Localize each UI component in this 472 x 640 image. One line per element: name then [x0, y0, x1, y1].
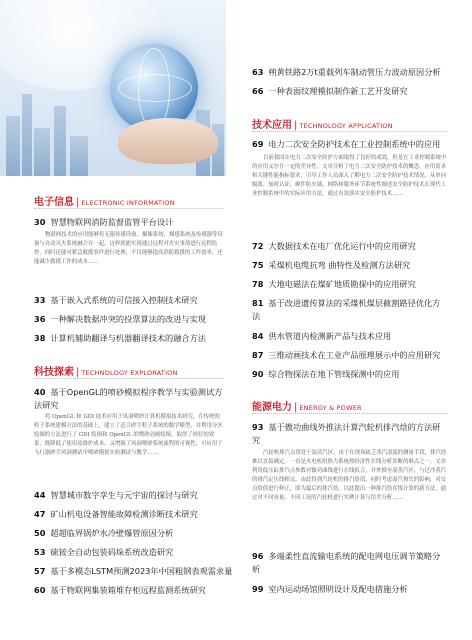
divider — [34, 378, 224, 379]
toc-item[interactable]: 90 综合物探法在地下管线探测中的应用 — [252, 369, 400, 379]
toc-item[interactable]: 33 基于嵌入式系统的可信接入控制技术研究 — [34, 295, 198, 305]
toc-item[interactable]: 87 三维动画技术在工业产品原理展示中的应用研究 — [252, 350, 441, 360]
featured-abstract: 目前我国在电力二次安全防护方面取得了良好的成效，但是在工业控制系统中的应用又存在一定的差异性。文章分析了电力二次安全防护技术的概念，应用需求和关键性能指标要求，引导工作人员深入了解电力二次安全防护技术情况，从单向隔离、加密认证、硬件防火墙、网络和服务环节系统性阐述安全防护技术在现代工业控制系统中的实际应用方法，通过有效落实安全防护技术…… — [252, 155, 447, 197]
toc-item[interactable]: 60 基于物联网集装箱堆存柜远程监测系统研究 — [34, 585, 206, 595]
toc-item-featured[interactable]: 30 智慧物联网消防监督监管平台设计 — [34, 217, 174, 227]
toc-item[interactable]: 81 基于改进遗传算法的采煤机煤层截割路径优化方法 — [252, 298, 441, 321]
toc-item[interactable]: 47 矿山机电设备智能故障检测诊断技术研究 — [34, 509, 198, 519]
featured-abstract: 将 OpenGL 和 GDI 技术应用于凤洞喷砂计算机模拟技术研究，在传统的粒子系统建模方法的基础上，建立了适合砂空粒子系统的数学模型，并利用分区绘图的方法进行了 GDI 绘图和 OpenGL 的喷砂动画绘图，取得了较好的效果，既降低了使用及维护成本，又增强了风洞喷砂系统流程的可视性，可应用于飞行器砂尘风洞测试中喷砂模拟实验测试与教学…… — [34, 414, 223, 456]
section-title-tech-exploration: 科技探索 | TECHNOLOGY EXPLORATION — [34, 367, 178, 378]
toc-item[interactable]: 53 硫铵全自动包装码垛系统改造研究 — [34, 547, 174, 557]
featured-abstract: 汽轮机排汽点常处于湿蒸汽区，由于在现场缺乏蒸汽湿度的测量手段，排汽焓难以直接确定。一直是火电机组热力系统热经济性在线分析诊断的难点之一。文章利用低压缸排汽点参数对做功曲线进行在线拟合，并外推至湿蒸汽区，与过冷蒸汽的排汽定压线相交，由此得到汽轮机的排汽焓值，同时考虑湿汽损失的影响，对交点焓值进行修正，即为最后的排汽焓。以此提出一种排汽焓在线计算的新方法，通过对不同容量、不同工况的汽轮机进行实例计算与误差分析…… — [252, 450, 447, 501]
toc-item-featured[interactable]: 93 基于傲功曲线外推法计算汽轮机排汽焓的方法研究 — [252, 422, 441, 445]
divider — [252, 413, 448, 414]
toc-item[interactable]: 66 一种表面纹理模拟制作新工艺开发研究 — [252, 86, 408, 96]
toc-item[interactable]: 96 多端柔性直流输电系统的配电网电压调节策略分析 — [252, 551, 441, 574]
divider — [252, 131, 448, 132]
section-title-energy: 能源电力 | ENERGY & POWER — [252, 402, 362, 413]
toc-item[interactable]: 44 智慧城市数字孪生与元宇宙的探讨与研究 — [34, 490, 198, 500]
divider — [34, 208, 224, 209]
toc-item[interactable]: 75 采煤机电缆抗弯 曲特性及检测方法研究 — [252, 260, 411, 270]
toc-item[interactable]: 78 大地电磁法在煤矿地质勘探中的应用研究 — [252, 279, 416, 289]
toc-item[interactable]: 50 超超临界锅炉水冷壁爆管原因分析 — [34, 528, 174, 538]
toc-item[interactable]: 99 室内运动场馆照明设计及配电措施分析 — [252, 584, 408, 594]
toc-item[interactable]: 38 计算机辅助翻译与机器翻译技术的融合方法 — [34, 333, 206, 343]
toc-item[interactable]: 57 基于多模态LSTM预测2023年中国粗钢表观需求量 — [34, 566, 233, 576]
section-title-electronic: 电子信息 | ELECTRONIC INFORMATION — [34, 197, 175, 208]
toc-item[interactable]: 84 供水管道内检测新产品与技术应用 — [252, 331, 392, 341]
hand-image — [118, 118, 218, 164]
toc-item[interactable]: 72 大数据技术在电厂优化运行中的应用研究 — [252, 241, 416, 251]
toc-item[interactable]: 36 一种解决数据冲突的投票算法的改进与实现 — [34, 314, 206, 324]
featured-abstract: 物联网技术的应用能够将无限传感设备、摄像系统、烟感系统及传感器等设备与自动灭火系统融合在一起，这样就能实现通过远程对火灾事故进行远程监控，同时还能对紧急救援事件进行处理，不仅能够提高消防救援的工作效率，还能减少救援工作的成本…… — [34, 232, 223, 265]
section-title-tech-application: 技术应用 | TECHNOLOGY APPLICATION — [252, 120, 393, 131]
toc-item[interactable]: 63 朔黄铁路2万t重载列车制动管压力波动原因分析 — [252, 67, 441, 77]
toc-item-featured[interactable]: 69 电力二次安全防护技术在工业控制系统中的应用 — [252, 139, 441, 149]
hero-image — [0, 0, 226, 176]
toc-item-featured[interactable]: 40 基于OpenGL的喷砂模拟程序教学与实验测试方法研究 — [34, 387, 223, 410]
